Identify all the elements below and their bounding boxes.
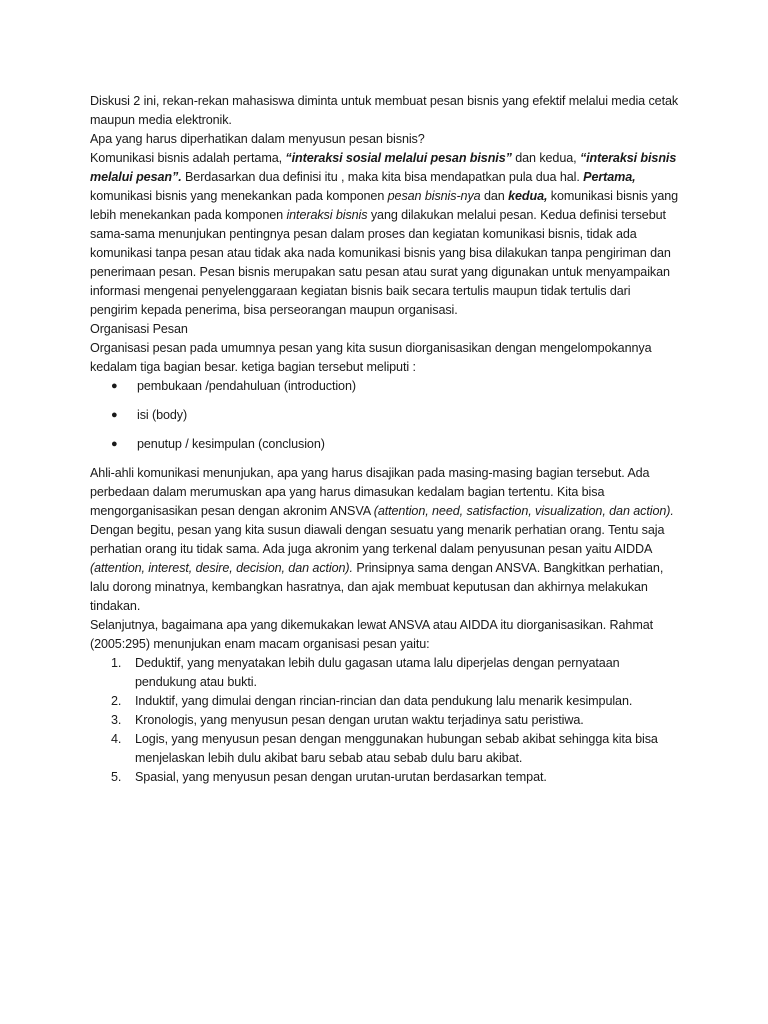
section-heading: Organisasi Pesan xyxy=(90,322,188,336)
list-item xyxy=(90,377,680,396)
definition-text-7: yang dilakukan melalui pesan. Kedua definisi tersebut sama-sama menunjukan pentingnya pesan dalam proses dan kegiatan komunikasi bisnis, tidak ada komunikasi tanpa pesan atau tidak aka nada komunikasi bisnis yang bisa dilakukan tanpa pengiriman dan penerimaan pesan. Pesan bisnis merupakan satu pesan atau surat yang digunakan untuk menyampaikan informasi mengenai penyelenggaraan kegiatan bisnis baik secara tertulis maupun tidak tertulis dari pengirim kepada penerima, bisa perseorangan maupun organisasi. xyxy=(90,208,671,317)
ahli-text-2: Dengan begitu, pesan yang kita susun diawali dengan sesuatu yang menarik perhatian orang. Tentu saja perhatian orang itu tidak sama. Ada juga akronim yang terkenal dalam penyusunan pesan yaitu AIDDA xyxy=(90,523,665,556)
definition-text-1: Komunikasi bisnis adalah pertama, xyxy=(90,151,286,165)
definition-text-6: komunikasi bisnis yang lebih menekankan pada komponen xyxy=(90,189,679,222)
definition-text-5: dan xyxy=(480,189,509,203)
selanjutnya-paragraph: Selanjutnya, bagaimana apa yang dikemukakan lewat ANSVA atau AIDDA itu diorganisasikan. Rahmat (2005:295) menunjukan enam macam organisasi pesan yaitu: xyxy=(90,618,654,651)
document-body xyxy=(90,92,680,787)
definition-paragraph xyxy=(90,149,680,320)
definition-text-4: komunikasi bisnis yang menekankan pada komponen xyxy=(90,189,388,203)
list-item-text: pembukaan /pendahuluan (introduction) xyxy=(137,379,356,393)
numbered-item xyxy=(90,768,680,787)
list-item-text: isi (body) xyxy=(137,408,188,422)
ahli-italic-2: (attention, interest, desire, decision, dan action). xyxy=(90,561,353,575)
intro-paragraph: Diskusi 2 ini, rekan-rekan mahasiswa diminta untuk membuat pesan bisnis yang efektif melalui media cetak maupun media elektronik. xyxy=(90,94,679,127)
numbered-item xyxy=(90,692,680,711)
bullet-icon: ● xyxy=(111,409,118,421)
definition-quote-1: “interaksi sosial melalui pesan bisnis” xyxy=(285,151,512,165)
ahli-text-1: Ahli-ahli komunikasi menunjukan, apa yang harus disajikan pada masing-masing bagian tersebut. Ada perbedaan dalam merumuskan apa yang harus dimasukan kedalam bagian tertentu. Kita bisa mengorganisasikan pesan dengan akronim ANSVA xyxy=(90,466,650,518)
item-number: 3. xyxy=(111,713,122,727)
definition-pertama: Pertama, xyxy=(583,170,636,184)
item-text: Induktif, yang dimulai dengan rincian-rincian dan data pendukung lalu menarik kesimpulan. xyxy=(135,694,633,708)
organisasi-paragraph: Organisasi pesan pada umumnya pesan yang kita susun diorganisasikan dengan mengelompokannya kedalam tiga bagian besar. ketiga bagian tersebut meliputi : xyxy=(90,341,652,374)
ahli-paragraph xyxy=(90,464,680,616)
list-item-text: penutup / kesimpulan (conclusion) xyxy=(137,437,325,451)
item-text: Spasial, yang menyusun pesan dengan urutan-urutan berdasarkan tempat. xyxy=(135,770,547,784)
numbered-item xyxy=(90,730,680,768)
definition-quote-2: “interaksi bisnis melalui pesan”. xyxy=(90,151,677,184)
list-item xyxy=(90,406,680,425)
item-number: 2. xyxy=(111,694,122,708)
item-number: 1. xyxy=(111,656,122,670)
bullet-icon: ● xyxy=(111,438,118,450)
item-number: 5. xyxy=(111,770,122,784)
numbered-list xyxy=(90,654,680,787)
question-paragraph: Apa yang harus diperhatikan dalam menyusun pesan bisnis? xyxy=(90,132,425,146)
bullet-list xyxy=(90,377,680,454)
item-text: Logis, yang menyusun pesan dengan menggunakan hubungan sebab akibat sehingga kita bisa menjelaskan lebih dulu akibat baru sebab atau sebab dulu baru akibat. xyxy=(135,732,658,765)
bullet-icon: ● xyxy=(111,380,118,392)
definition-text-2: dan kedua, xyxy=(511,151,580,165)
definition-kedua: kedua, xyxy=(508,189,548,203)
numbered-item xyxy=(90,654,680,692)
item-number: 4. xyxy=(111,732,122,746)
numbered-item xyxy=(90,711,680,730)
definition-italic-2: interaksi bisnis xyxy=(286,208,368,222)
item-text: Deduktif, yang menyatakan lebih dulu gagasan utama lalu diperjelas dengan pernyataan pendukung atau bukti. xyxy=(135,656,620,689)
list-item xyxy=(90,435,680,454)
item-text: Kronologis, yang menyusun pesan dengan urutan waktu terjadinya satu peristiwa. xyxy=(135,713,584,727)
definition-text-3: Berdasarkan dua definisi itu , maka kita bisa mendapatkan pula dua hal. xyxy=(181,170,584,184)
ahli-text-3: Prinsipnya sama dengan ANSVA. Bangkitkan perhatian, lalu dorong minatnya, kembangkan hasratnya, dan ajak membuat keputusan dan akhirnya melakukan tindakan. xyxy=(90,561,664,613)
definition-italic-1: pesan bisnis-nya xyxy=(387,189,481,203)
ahli-italic-1: (attention, need, satisfaction, visualization, dan action). xyxy=(373,504,674,518)
